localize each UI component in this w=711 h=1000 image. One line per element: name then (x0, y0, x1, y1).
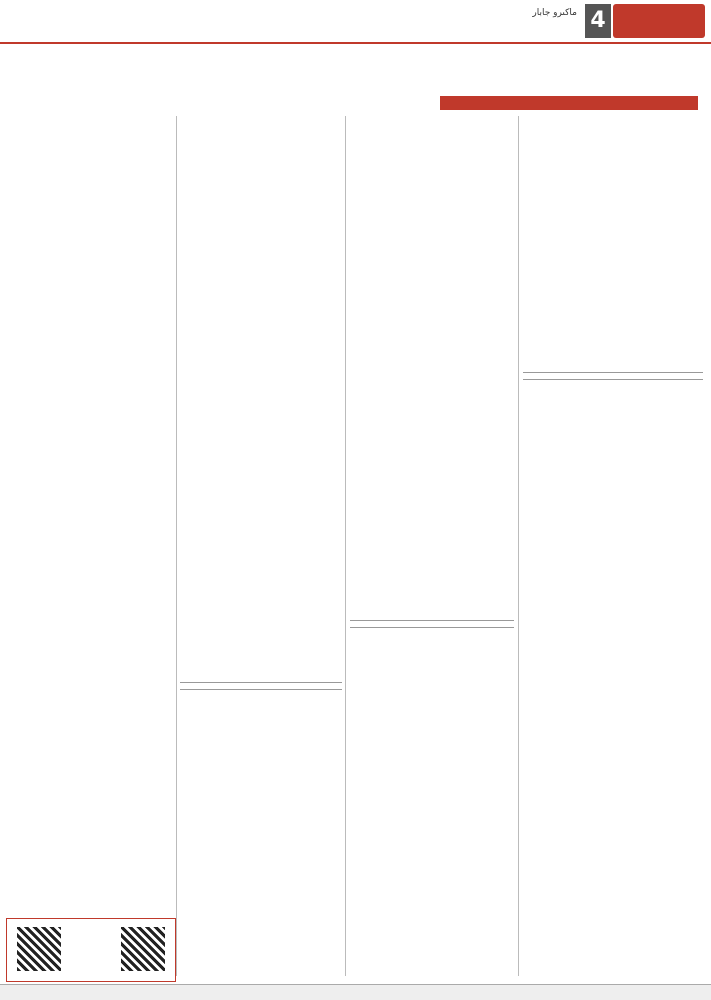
article-column-3-bot (180, 724, 342, 974)
footer (0, 984, 711, 1000)
article-column-3-top (180, 116, 342, 676)
qr-code-left (17, 927, 61, 971)
headline (40, 52, 670, 92)
section-banner (440, 96, 698, 110)
qr-code-right (121, 927, 165, 971)
masthead-author: ماكىرو جابار (532, 8, 577, 18)
qr-code-box (6, 918, 176, 982)
column-rule (345, 116, 346, 976)
newspaper-logo (613, 4, 705, 38)
article-column-right-bot (523, 778, 703, 978)
section-title-right (523, 372, 703, 380)
column-rule (518, 116, 519, 976)
page-number: 4 (585, 4, 611, 38)
article-column-2-bot (350, 662, 514, 976)
section-title-left (180, 682, 342, 690)
article-column-right-mid (523, 414, 703, 774)
masthead-info (317, 6, 577, 21)
section-title-center (350, 620, 514, 628)
article-column-2-top (350, 116, 514, 516)
column-rule (176, 116, 177, 976)
article-column-right-top (523, 116, 703, 366)
article-column-4 (6, 116, 172, 906)
masthead (0, 0, 711, 44)
